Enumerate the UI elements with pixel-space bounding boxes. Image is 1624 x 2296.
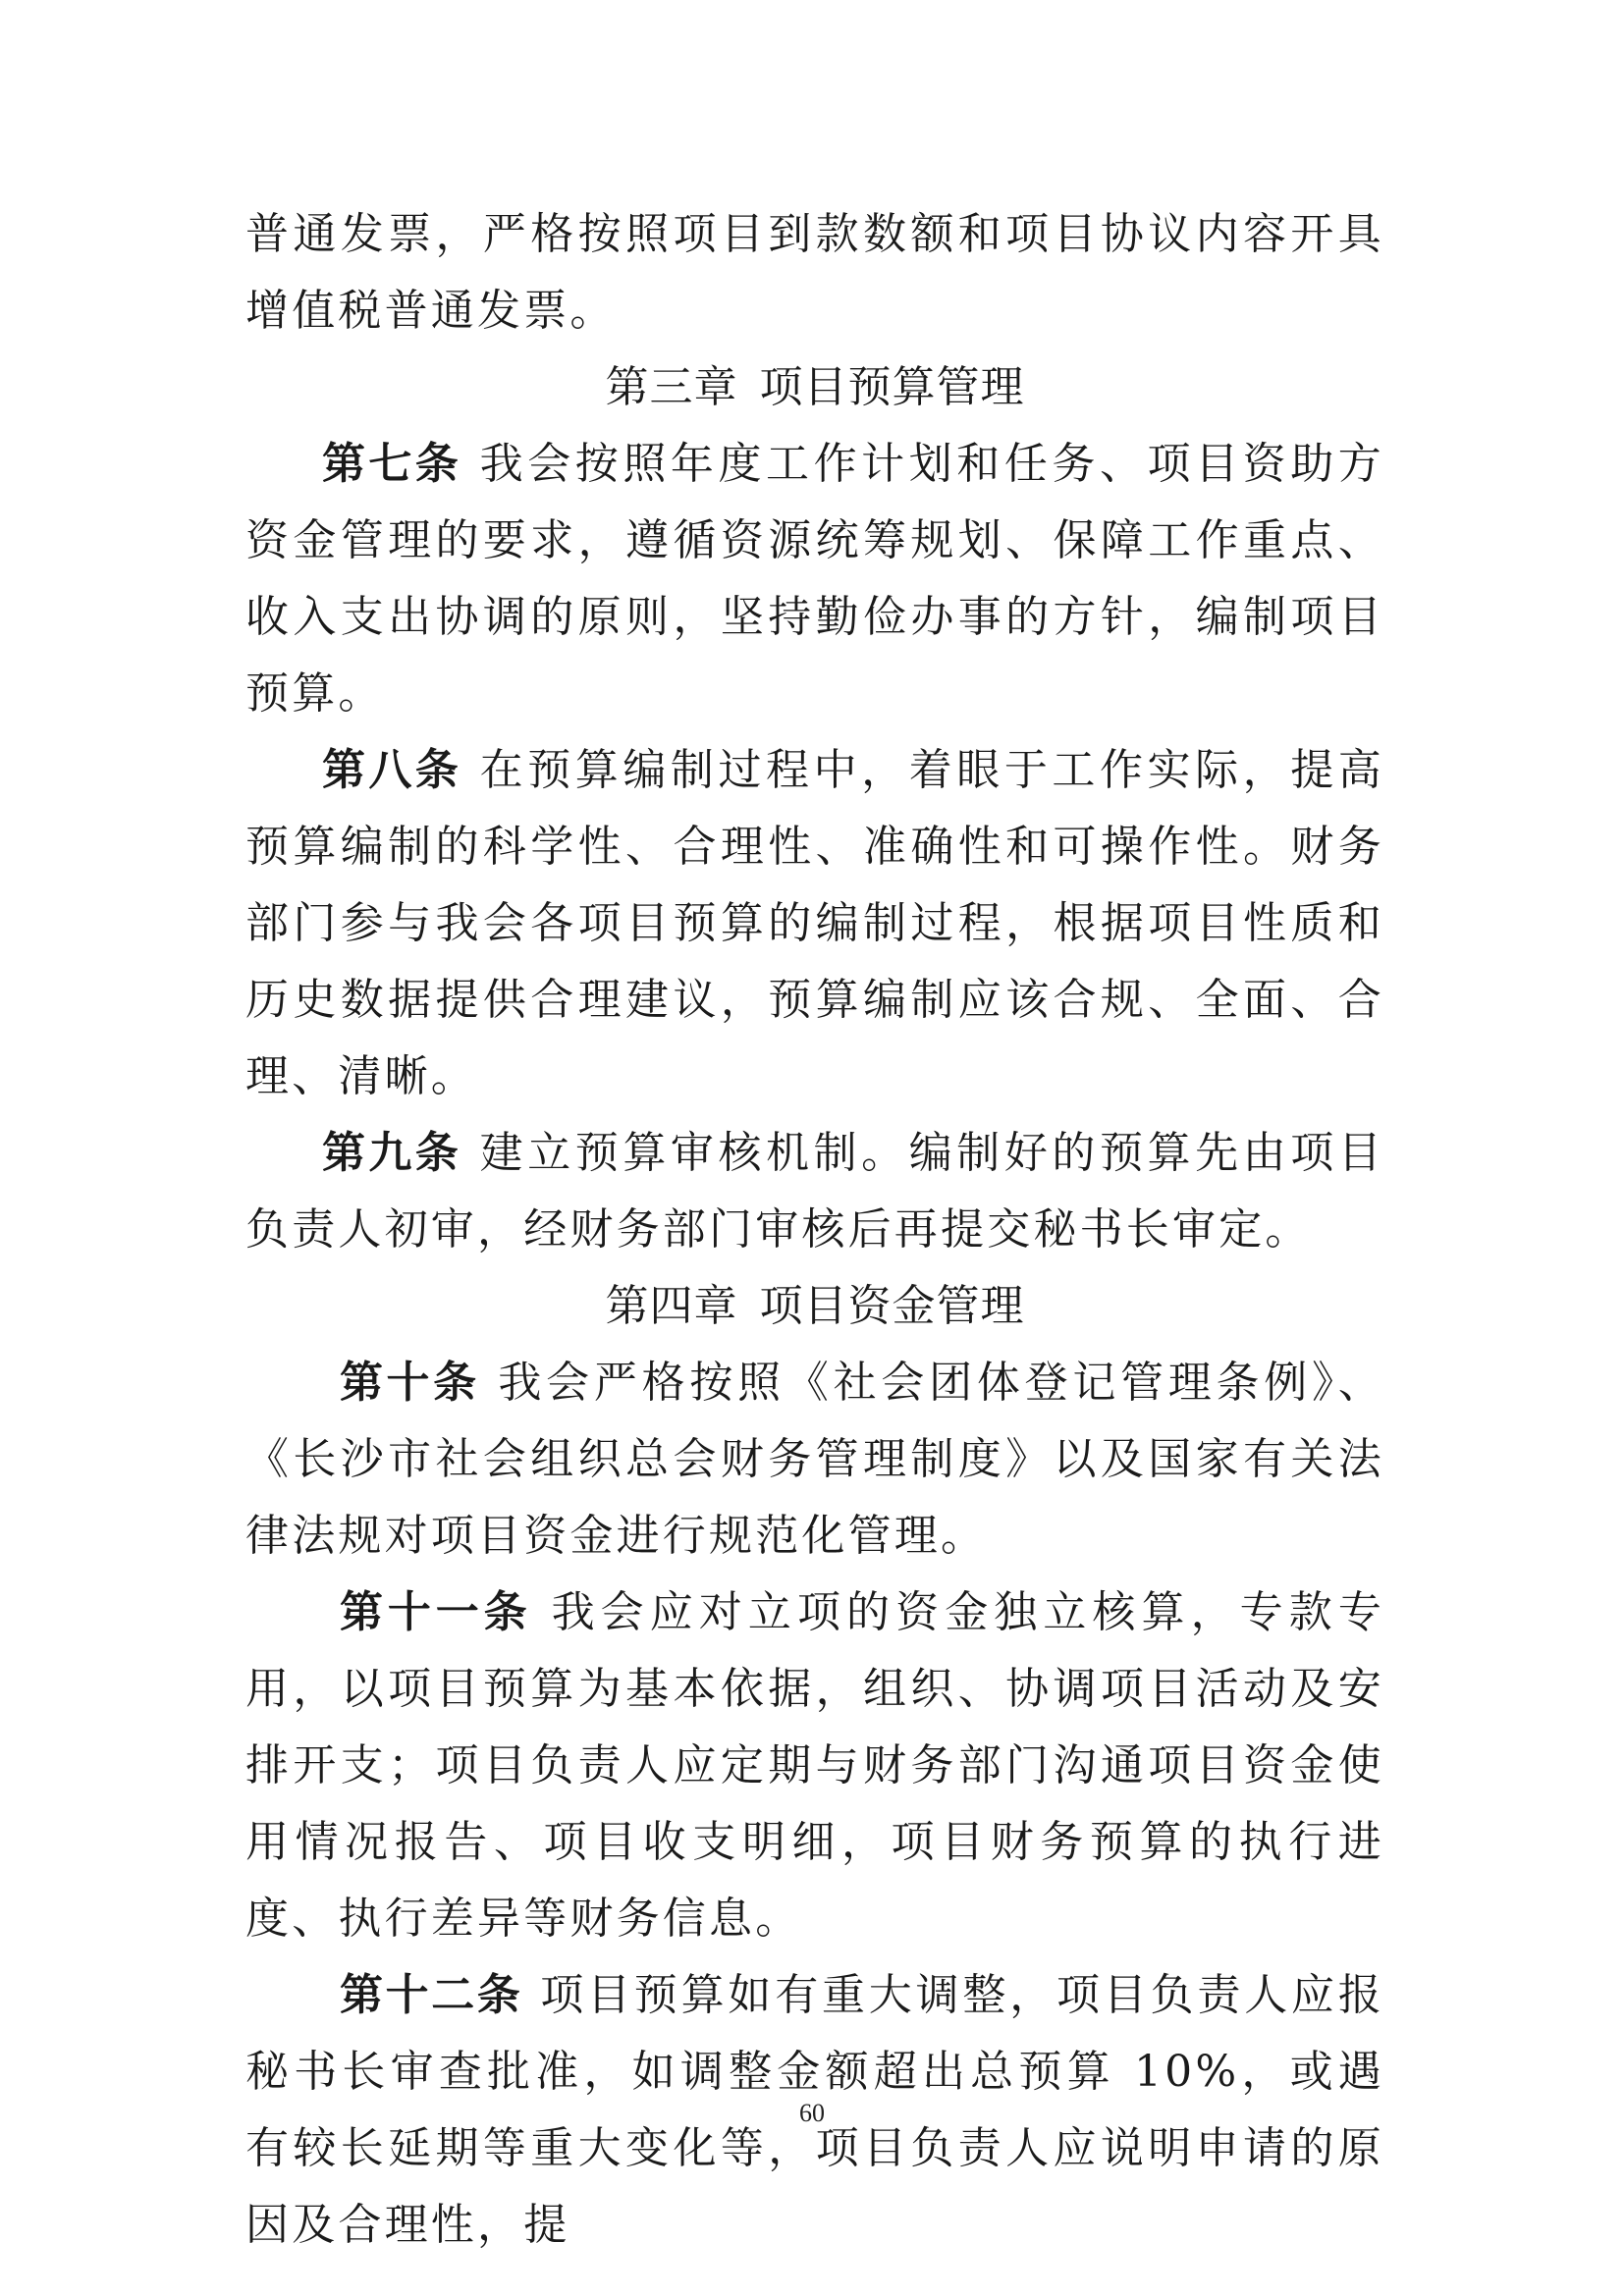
article-text: 在预算编制过程中，着眼于工作实际，提高预算编制的科学性、合理性、准确性和可操作性。财务部门参与我会各项目预算的编制过程，根据项目性质和历史数据提供合理建议，预算编制应该合规、全面、合理、清晰。 xyxy=(245,745,1384,1101)
article-10 xyxy=(245,1345,1384,1575)
article-11 xyxy=(245,1575,1384,1957)
article-text: 建立预算审核机制。编制好的预算先由项目负责人初审，经财务部门审核后再提交秘书长审定。 xyxy=(245,1128,1384,1255)
chapter-number: 第三章 xyxy=(605,362,738,412)
chapter-title: 项目预算管理 xyxy=(759,362,1025,412)
article-number: 第十二条 xyxy=(340,1970,523,2020)
article-text: 项目预算如有重大调整，项目负责人应报秘书长审查批准，如调整金额超出总预算 10%，或遇有较长延期等重大变化等，项目负责人应说明申请的原因及合理性，提 xyxy=(245,1970,1385,2250)
article-8 xyxy=(245,732,1384,1115)
paragraph-continued xyxy=(245,196,1384,349)
article-text: 我会按照年度工作计划和任务、项目资助方资金管理的要求，遵循资源统筹规划、保障工作重点、收入支出协调的原则，坚持勤俭办事的方针，编制项目预算。 xyxy=(245,439,1384,719)
chapter-heading-3 xyxy=(245,349,1384,426)
article-number: 第十条 xyxy=(340,1358,480,1408)
document-body xyxy=(245,196,1384,2264)
article-9 xyxy=(245,1115,1384,1268)
article-number: 第八条 xyxy=(322,745,462,795)
article-text: 我会应对立项的资金独立核算，专款专用，以项目预算为基本依据，组织、协调项目活动及安排开支；项目负责人应定期与财务部门沟通项目资金使用情况报告、项目收支明细，项目财务预算的执行进度、执行差异等财务信息。 xyxy=(245,1587,1385,1944)
article-number: 第九条 xyxy=(322,1128,462,1178)
paragraph-text: 普通发票，严格按照项目到款数额和项目协议内容开具增值税普通发票。 xyxy=(245,209,1384,336)
chapter-number: 第四章 xyxy=(605,1281,738,1331)
article-text: 我会严格按照《社会团体登记管理条例》、《长沙市社会组织总会财务管理制度》以及国家有关法律法规对项目资金进行规范化管理。 xyxy=(245,1358,1384,1561)
article-7 xyxy=(245,426,1384,732)
chapter-heading-4 xyxy=(245,1268,1384,1345)
article-number: 第十一条 xyxy=(340,1587,532,1637)
chapter-title: 项目资金管理 xyxy=(759,1281,1025,1331)
page-number: 60 xyxy=(799,2099,825,2127)
article-number: 第七条 xyxy=(322,439,462,489)
